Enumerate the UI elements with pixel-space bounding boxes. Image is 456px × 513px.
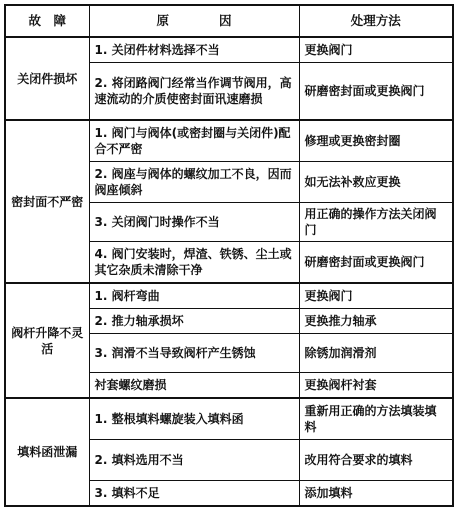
method-cell: 重新用正确的方法填装填料	[299, 398, 453, 440]
method-cell: 更换推力轴承	[299, 309, 453, 334]
cause-cell: 衬套螺纹磨损	[89, 373, 299, 399]
header-fault: 故 障	[5, 5, 89, 37]
table-row	[5, 398, 453, 440]
cause-cell: 3. 关闭阀门时操作不当	[89, 203, 299, 242]
table-row	[5, 283, 453, 309]
table-row	[5, 120, 453, 162]
method-cell: 修理或更换密封圈	[299, 120, 453, 162]
cause-cell: 2. 推力轴承损坏	[89, 309, 299, 334]
method-cell: 用正确的操作方法关闭阀门	[299, 203, 453, 242]
cause-cell: 4. 阀门安装时，焊渣、铁锈、尘土或其它杂质未清除干净	[89, 242, 299, 284]
cause-cell: 1. 关闭件材料选择不当	[89, 37, 299, 63]
cause-cell: 3. 润滑不当导致阀杆产生锈蚀	[89, 334, 299, 373]
method-cell: 添加填料	[299, 481, 453, 507]
method-cell: 如无法补救应更换	[299, 162, 453, 203]
fault-cell-packing-leak: 填料函泄漏	[5, 398, 89, 506]
cause-cell: 2. 阀座与阀体的螺纹加工不良，因而阀座倾斜	[89, 162, 299, 203]
header-row	[5, 5, 453, 37]
fault-table-container	[4, 4, 454, 507]
method-cell: 除锈加润滑剂	[299, 334, 453, 373]
cause-cell: 3. 填料不足	[89, 481, 299, 507]
method-cell: 研磨密封面或更换阀门	[299, 63, 453, 121]
fault-cell-stem-stuck: 阀杆升降不灵活	[5, 283, 89, 398]
method-cell: 研磨密封面或更换阀门	[299, 242, 453, 284]
header-cause: 原 因	[89, 5, 299, 37]
method-cell: 改用符合要求的填料	[299, 440, 453, 481]
cause-cell: 1. 阀杆弯曲	[89, 283, 299, 309]
cause-cell: 2. 填料选用不当	[89, 440, 299, 481]
fault-cell-seal-leak: 密封面不严密	[5, 120, 89, 283]
method-cell: 更换阀杆衬套	[299, 373, 453, 399]
cause-cell: 2. 将闭路阀门经常当作调节阀用，高速流动的介质使密封面讯速磨损	[89, 63, 299, 121]
table-row	[5, 37, 453, 63]
header-method: 处理方法	[299, 5, 453, 37]
cause-cell: 1. 阀门与阀体(或密封圈与关闭件)配合不严密	[89, 120, 299, 162]
method-cell: 更换阀门	[299, 283, 453, 309]
cause-cell: 1. 整根填料螺旋装入填料函	[89, 398, 299, 440]
valve-fault-table	[4, 4, 454, 507]
method-cell: 更换阀门	[299, 37, 453, 63]
fault-cell-closing-part-damage: 关闭件损坏	[5, 37, 89, 120]
